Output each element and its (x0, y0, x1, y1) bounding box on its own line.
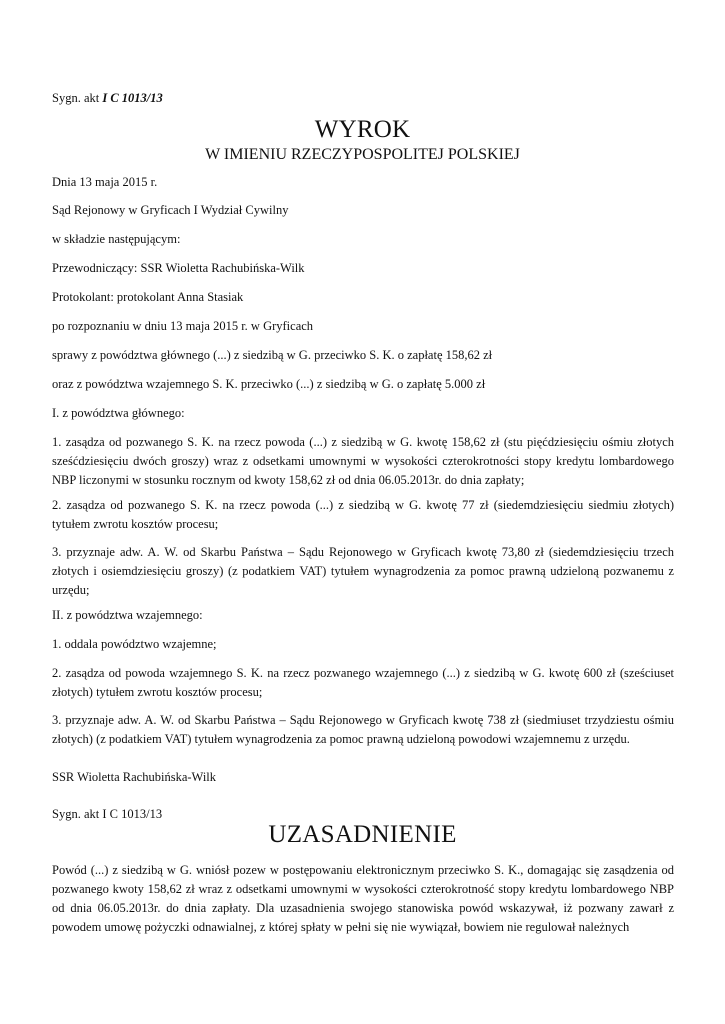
case-signature (52, 90, 163, 106)
composition-line: w składzie następującym: (52, 232, 181, 246)
section-two-item-3: 3. przyznaje adw. A. W. od Skarbu Państwa – Sądu Rejonowego w Gryficach kwotę 738 zł (siedmiuset trzydziestu ośmiu złotych) (z podatkiem VAT) tytułem wynagrodzenia za pomoc prawną udzieloną powodowi wzajemnemu z urzędu. (52, 713, 674, 746)
case-signature-repeat: Sygn. akt I C 1013/13 (52, 807, 163, 821)
counterclaim-line: oraz z powództwa wzajemnego S. K. przeciwko (...) z siedzibą w G. o zapłatę 5.000 zł (52, 377, 486, 391)
court-name: Sąd Rejonowy w Gryficach I Wydział Cywilny (52, 203, 289, 217)
chair-line: Przewodniczący: SSR Wioletta Rachubińska-Wilk (52, 261, 305, 275)
document-subtitle: W IMIENIU RZECZYPOSPOLITEJ POLSKIEJ (205, 146, 520, 163)
section-one-item-3: 3. przyznaje adw. A. W. od Skarbu Państwa – Sądu Rejonowego w Gryficach kwotę 73,80 zł (siedemdziesięciu trzech złotych i osiemdziesięciu groszy) (z podatkiem VAT) tytułem wynagrodzenia za pomoc prawną udzieloną pozwanemu z urzędu; (52, 545, 674, 597)
justification-title: UZASADNIENIE (268, 821, 457, 848)
section-one-item-2: 2. zasądza od pozwanego S. K. na rzecz powoda (...) z siedzibą w G. kwotę 77 zł (siedemdziesięciu siedmiu złotych) tytułem zwrotu kosztów procesu; (52, 498, 674, 531)
justification-paragraph: Powód (...) z siedzibą w G. wniósł pozew w postępowaniu elektronicznym przeciwko S. K., domagając się zasądzenia od pozwanego kwoty 158,62 zł wraz z odsetkami umownymi w wysokości czterokrotność stopy kredytu lombardowego NBP od dnia 06.05.2013r. do dnia zapłaty. Dla uzasadnienia swojego stanowiska powód wskazywał, iż pozwany zawarł z powodem umowę pożyczki odnawialnej, z której spłaty w pełni się nie wywiązał, bowiem nie regulował należnych (52, 863, 674, 934)
section-one-heading: I. z powództwa głównego: (52, 406, 185, 420)
section-two-item-1: 1. oddala powództwo wzajemne; (52, 637, 217, 651)
case-signature-number: I C 1013/13 (102, 91, 163, 105)
main-claim-line: sprawy z powództwa głównego (...) z siedzibą w G. przeciwko S. K. o zapłatę 158,62 zł (52, 348, 493, 362)
section-two-heading: II. z powództwa wzajemnego: (52, 608, 203, 622)
judge-signature: SSR Wioletta Rachubińska-Wilk (52, 770, 217, 784)
document-title: WYROK (314, 116, 411, 143)
section-two-item-2: 2. zasądza od powoda wzajemnego S. K. na rzecz pozwanego wzajemnego (...) z siedzibą w G. kwotę 600 zł (sześciuset złotych) tytułem zwrotu kosztów procesu; (52, 666, 674, 699)
clerk-line: Protokolant: protokolant Anna Stasiak (52, 290, 244, 304)
date-line: Dnia 13 maja 2015 r. (52, 175, 158, 189)
section-one-item-1: 1. zasądza od pozwanego S. K. na rzecz powoda (...) z siedzibą w G. kwotę 158,62 zł (stu pięćdziesięciu ośmiu złotych sześćdziesięciu dwóch groszy) wraz z odsetkami umownymi w wysokości czterokrotności stopy kredytu lombardowego NBP liczonymi w stosunku rocznym od kwoty 158,62 zł od dnia 06.05.2013r. do dnia zapłaty; (52, 435, 674, 487)
hearing-line: po rozpoznaniu w dniu 13 maja 2015 r. w Gryficach (52, 319, 314, 333)
case-signature-prefix: Sygn. akt (52, 91, 103, 105)
